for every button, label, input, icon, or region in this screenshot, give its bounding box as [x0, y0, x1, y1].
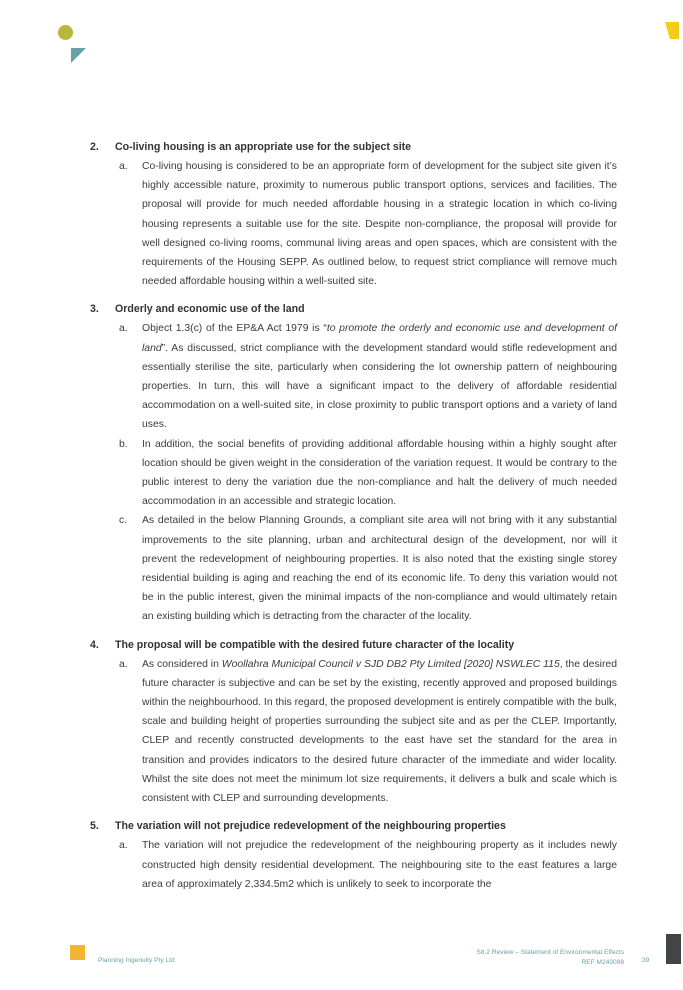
- footer-doc-title: S8.2 Review – Statement of Environmental Effects: [476, 949, 624, 956]
- item-text: As detailed in the below Planning Grounds, a compliant site area will not bring with it any substantial improvements to the site planning, urban and architectural design of the development, nor will it prevent the redevelopment of neighbouring properties. It is also noted that the existing single storey residential building is aging and reaching the end of its economic life. To deny this variation would not be in the public interest, given the minimal impacts of the non-compliance and would ultimately retain an existing building which is detracting from the character of the locality.: [142, 515, 617, 623]
- section-4: [90, 636, 617, 809]
- section-number: 3.: [90, 303, 99, 316]
- page-number: 39: [642, 957, 650, 964]
- footer-logo-square: [70, 945, 85, 960]
- list-item: [115, 655, 617, 809]
- section-heading: [90, 138, 617, 157]
- item-text: The variation will not prejudice the redevelopment of the neighbouring property as it includes newly constructed high density residential development. The neighbouring site to the east features a large area of approximately 2,334.5m2 which is unlikely to seek to incorporate the: [142, 840, 617, 890]
- section-number: 5.: [90, 820, 99, 833]
- item-letter: c.: [119, 515, 128, 527]
- section-2: [90, 138, 617, 291]
- item-text-italic: Woollahra Municipal Council v SJD DB2 Pty Limited [2020] NSWLEC 115: [221, 658, 560, 670]
- logo-triangle: [71, 48, 86, 63]
- footer-ref: REF M240098: [581, 959, 624, 966]
- section-3: [90, 300, 617, 626]
- item-text-pre: Object 1.3(c) of the EP&A Act 1979 is “: [142, 323, 327, 335]
- item-letter: b.: [119, 438, 128, 450]
- item-text-italic: to promote the orderly and economic use and development of land: [142, 323, 618, 354]
- item-text-post: , the desired future character is subjective and can be set by the existing, recently approved and proposed buildings within the neighbourhood. In this regard, the proposed development is entirely compatible with the bulk, scale and building height of properties surrounding the subject site and as per the CLEP. Importantly, CLEP and recently constructed developments to the east have set the standard for the area in transition and provides indicators to the desired future character of the immediate and wider locality. Whilst the site does not meet the minimum lot size requirements, it delivers a bulk and scale which is consistent with CLEP and surrounding developments.: [142, 658, 617, 805]
- footer-company-name: Planning Ingenuity Pty Ltd: [98, 957, 175, 964]
- document-body: [90, 138, 617, 903]
- list-item: [115, 319, 617, 434]
- item-text: In addition, the social benefits of providing additional affordable housing within a highly sought after location should be given weight in the consideration of the variation request. It would be contrary to the public interest to deny the variation due the non-compliance and halt the delivery of much needed accommodation in an accessible and strategic location.: [142, 438, 617, 508]
- corner-accent-shape: [665, 22, 679, 39]
- logo-circle: [58, 25, 73, 40]
- section-number: 4.: [90, 638, 99, 651]
- item-letter: a.: [119, 161, 128, 172]
- item-text-post: ”. As discussed, strict compliance with the development standard would stifle redevelopment and essentially sterilise the site, particularly when considering the lot ownership pattern of neighbouring properties. In turn, this will have a significant impact to the delivery of affordable residential accommodation on a well-suited site, in close proximity to public transport options and a variety of land uses.: [142, 342, 617, 431]
- section-title: Co-living housing is an appropriate use for the subject site: [115, 141, 412, 153]
- item-text-pre: As considered in: [142, 658, 222, 670]
- list-item: [115, 836, 617, 894]
- section-number: 2.: [90, 141, 99, 153]
- item-letter: a.: [119, 658, 128, 670]
- section-heading: [90, 636, 617, 655]
- footer-dark-bar: [666, 934, 681, 964]
- item-letter: a.: [119, 840, 128, 852]
- list-item: [115, 435, 617, 512]
- section-title: The proposal will be compatible with the desired future character of the locality: [115, 638, 515, 651]
- item-letter: a.: [119, 323, 128, 335]
- item-text: [142, 655, 617, 809]
- section-title: The variation will not prejudice redevelopment of the neighbouring properties: [115, 820, 506, 833]
- list-item: [115, 157, 617, 291]
- item-text: Co-living housing is considered to be an appropriate form of development for the subject site given it’s highly accessible nature, proximity to numerous public transport options, services and facilities. The proposal will provide for much needed affordable housing in a strategic location in which co-living housing represents a suitable use for the site. Despite non-compliance, the proposal will provide for well designed co-living rooms, communal living areas and open spaces, which are consistent with the requirements of the Housing SEPP. As outlined below, to request strict compliance will remove much needed affordable housing within a well-suited site.: [142, 161, 617, 288]
- section-heading: [90, 300, 617, 319]
- section-title: Orderly and economic use of the land: [115, 303, 305, 316]
- item-text: [142, 319, 617, 434]
- list-item: [115, 511, 617, 626]
- section-heading: [90, 817, 617, 836]
- footer-document-info: [476, 948, 624, 968]
- section-5: [90, 817, 617, 894]
